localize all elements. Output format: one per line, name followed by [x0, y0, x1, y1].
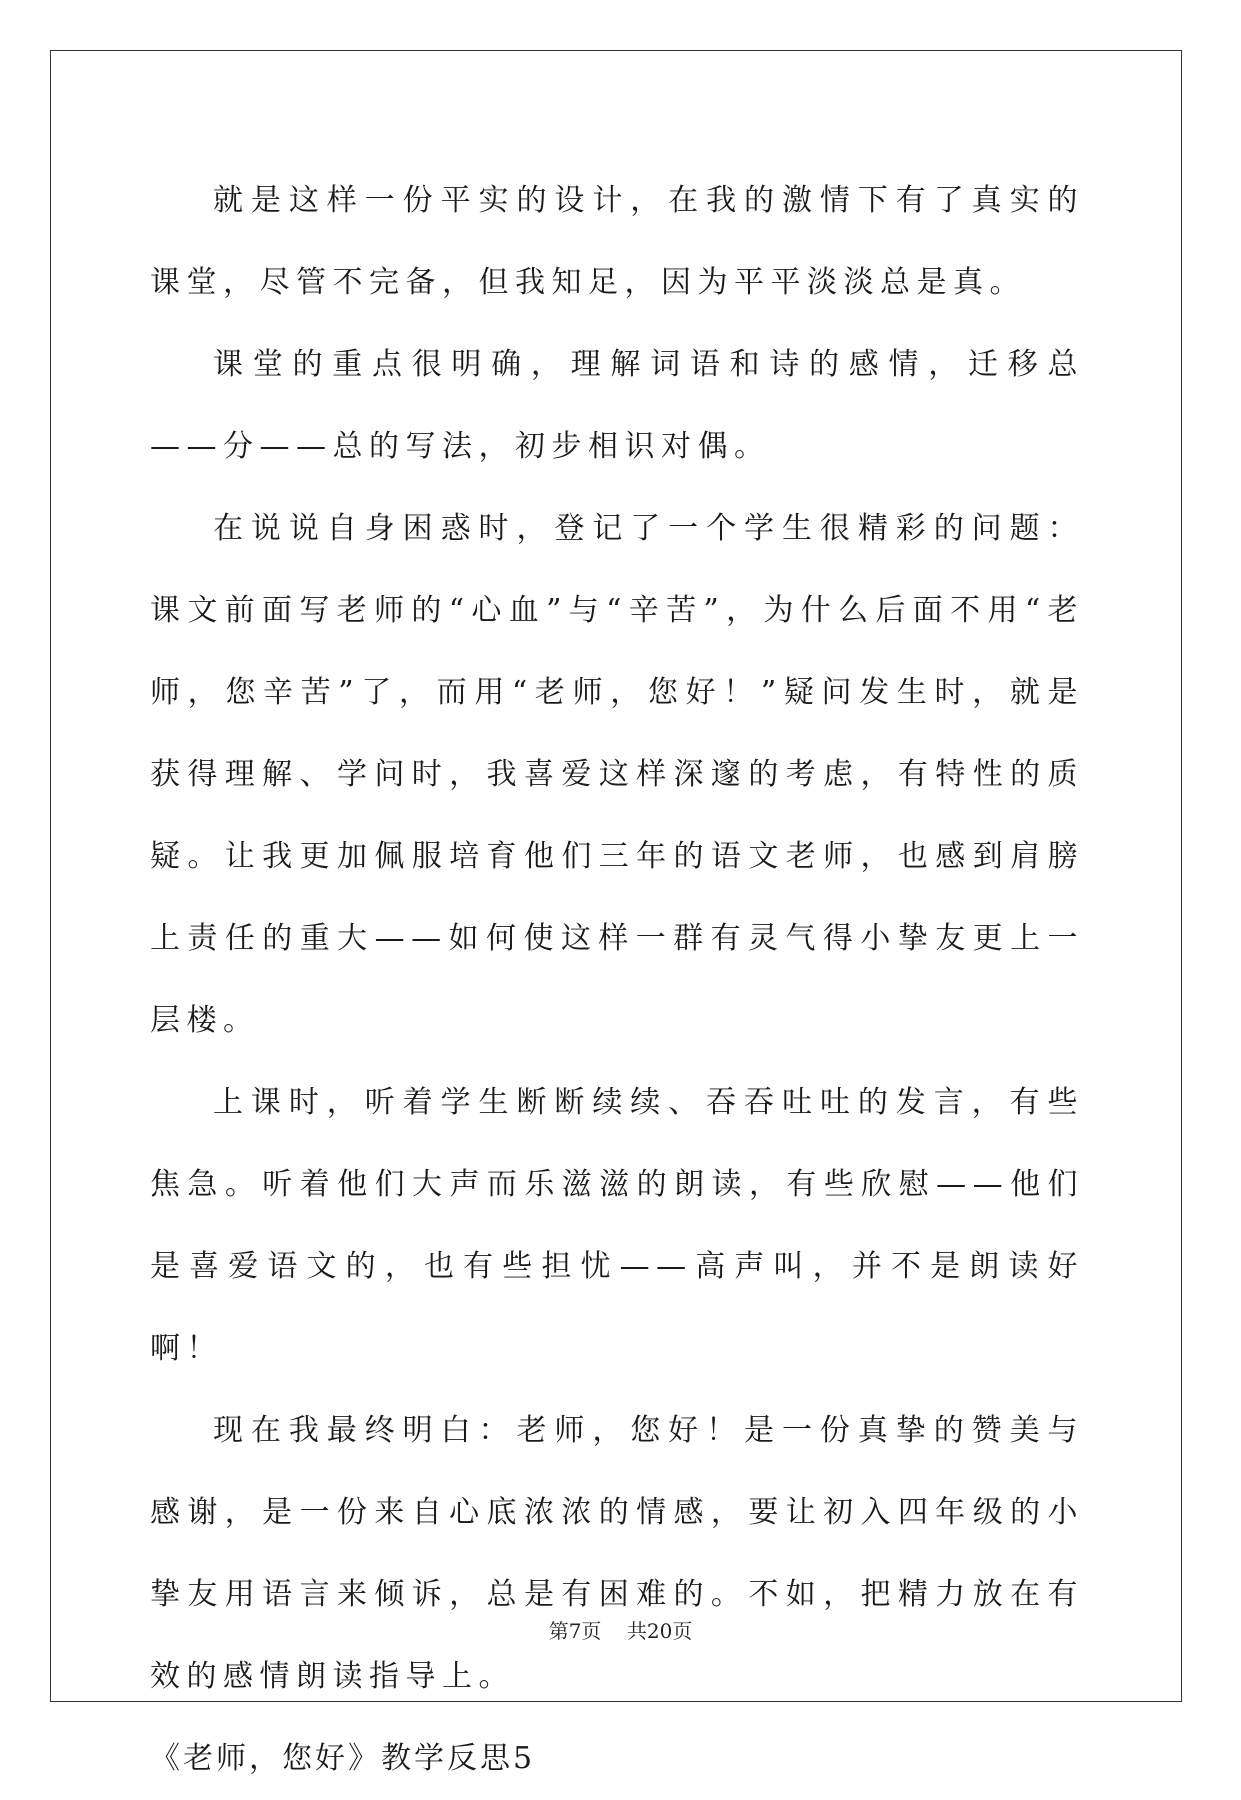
paragraph-2: 课堂的重点很明确，理解词语和诗的感情，迁移总——分——总的写法，初步相识对偶。: [150, 347, 1084, 464]
total-prefix: 共: [626, 1619, 647, 1643]
total-suffix: 页: [672, 1619, 693, 1643]
page-number: 7: [568, 1619, 582, 1643]
page-suffix: 页: [581, 1619, 602, 1643]
page-prefix: 第: [548, 1619, 569, 1643]
paragraph-3: 在说说自身困惑时，登记了一个学生很精彩的问题：课文前面写老师的“心血”与“辛苦”，为什么后面不用“老师，您辛苦”了，而用“老师，您好！”疑问发生时，就是获得理解、学问时，我喜爱这样深邃的考虑，有特性的质疑。让我更加佩服培育他们三年的语文老师，也感到肩膀上责任的重大——如何使这样一群有灵气得小挚友更上一层楼。: [150, 511, 1084, 1038]
page-footer: [0, 1615, 1241, 1644]
total-pages: 20: [646, 1619, 673, 1643]
section-heading: 《老师，您好》教学反思5: [150, 1741, 536, 1776]
document-body: [150, 160, 1084, 1800]
paragraph-1: 就是这样一份平实的设计，在我的激情下有了真实的课堂，尽管不完备，但我知足，因为平平淡淡总是真。: [150, 183, 1084, 300]
paragraph-4: 上课时，听着学生断断续续、吞吞吐吐的发言，有些焦急。听着他们大声而乐滋滋的朗读，有些欣慰——他们是喜爱语文的，也有些担忧——高声叫，并不是朗读好啊！: [150, 1085, 1084, 1366]
paragraph-5: 现在我最终明白：老师，您好！是一份真挚的赞美与感谢，是一份来自心底浓浓的情感，要让初入四年级的小挚友用语言来倾诉，总是有困难的。不如，把精力放在有效的感情朗读指导上。: [150, 1413, 1084, 1694]
